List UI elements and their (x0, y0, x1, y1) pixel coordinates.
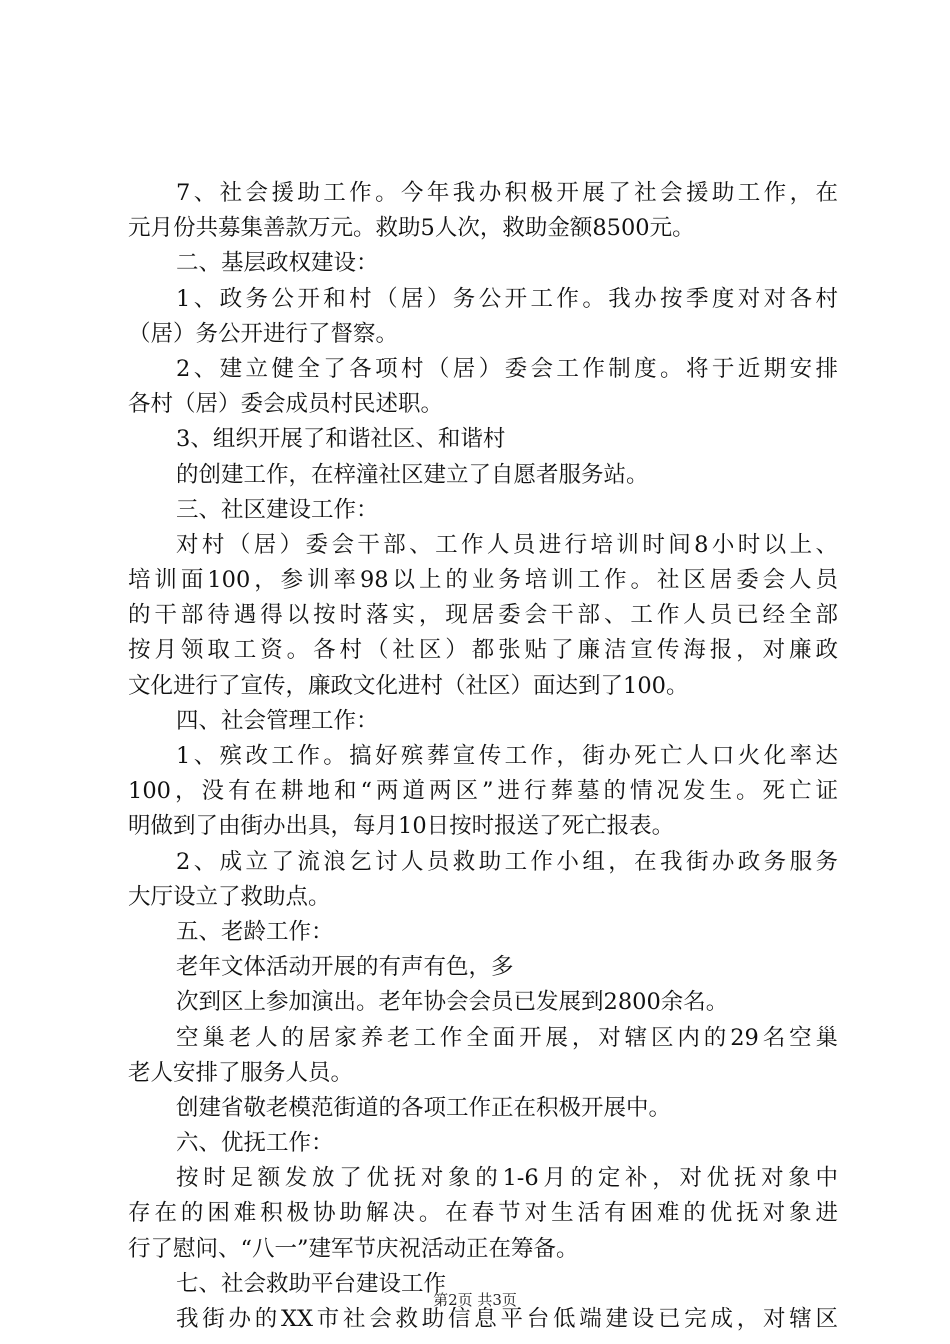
text-line: 四、社会管理工作： (176, 707, 379, 734)
text-line: 行了慰问、“八一”建军节庆祝活动正在筹备。 (128, 1235, 579, 1262)
document-body (128, 176, 838, 1337)
text-line: 2、建立健全了各项村（居）委会工作制度。将于近期安排 (176, 355, 838, 382)
text-line: 7、社会援助工作。今年我办积极开展了社会援助工作，在 (176, 180, 838, 206)
text-line: 二、基层政权建设： (176, 250, 379, 277)
text-line: 文化进行了宣传，廉政文化进村（社区）面达到了100。 (128, 672, 689, 699)
text-line: 对村（居）委会干部、工作人员进行培训时间8小时以上、 (176, 531, 838, 558)
text-line: 3、组织开展了和谐社区、和谐村 (176, 426, 506, 453)
text-line: 老人安排了服务人员。 (128, 1059, 354, 1086)
text-line: （居）务公开进行了督察。 (128, 320, 399, 347)
text-line: 按时足额发放了优抚对象的1-6月的定补，对优抚对象中 (176, 1165, 838, 1192)
text-line: 2、成立了流浪乞讨人员救助工作小组，在我街办政务服务 (176, 848, 838, 875)
text-line: 各村（居）委会成员村民述职。 (128, 391, 444, 418)
text-line: 老年文体活动开展的有声有色，多 (176, 954, 514, 981)
text-line: 五、老龄工作： (176, 918, 334, 945)
text-line: 元月份共募集善款万元。救助5人次，救助金额8500元。 (128, 215, 695, 242)
text-line: 我街办的XX市社会救助信息平台低端建设已完成，对辖区 (176, 1306, 838, 1332)
text-line: 存在的困难积极协助解决。在春节对生活有困难的优抚对象进 (128, 1200, 838, 1227)
text-line: 次到区上参加演出。老年协会会员已发展到2800余名。 (176, 989, 729, 1016)
text-line: 1、殡改工作。搞好殡葬宣传工作，街办死亡人口火化率达 (176, 743, 838, 769)
page-footer: 第2页 共3页 (433, 1291, 517, 1309)
text-line: 按月领取工资。各村（社区）都张贴了廉洁宣传海报，对廉政 (128, 637, 838, 664)
text-line: 六、优抚工作： (176, 1130, 334, 1157)
text-line: 的创建工作，在梓潼社区建立了自愿者服务站。 (176, 461, 649, 488)
text-line: 七、社会救助平台建设工作 (176, 1270, 447, 1297)
text-line: 100，没有在耕地和“两道两区”进行葬墓的情况发生。死亡证 (128, 778, 838, 805)
text-line: 明做到了由街办出具，每月10日按时报送了死亡报表。 (128, 813, 675, 840)
text-line: 空巢老人的居家养老工作全面开展，对辖区内的29名空巢 (176, 1024, 838, 1051)
text-line: 培训面100，参训率98以上的业务培训工作。社区居委会人员 (128, 567, 838, 594)
text-line: 1、政务公开和村（居）务公开工作。我办按季度对对各村 (176, 285, 838, 312)
text-line: 创建省敬老模范街道的各项工作正在积极开展中。 (176, 1094, 672, 1121)
text-line: 大厅设立了救助点。 (128, 883, 331, 910)
text-line: 三、社区建设工作： (176, 496, 379, 523)
text-line: 的干部待遇得以按时落实，现居委会干部、工作人员已经全部 (128, 602, 838, 629)
